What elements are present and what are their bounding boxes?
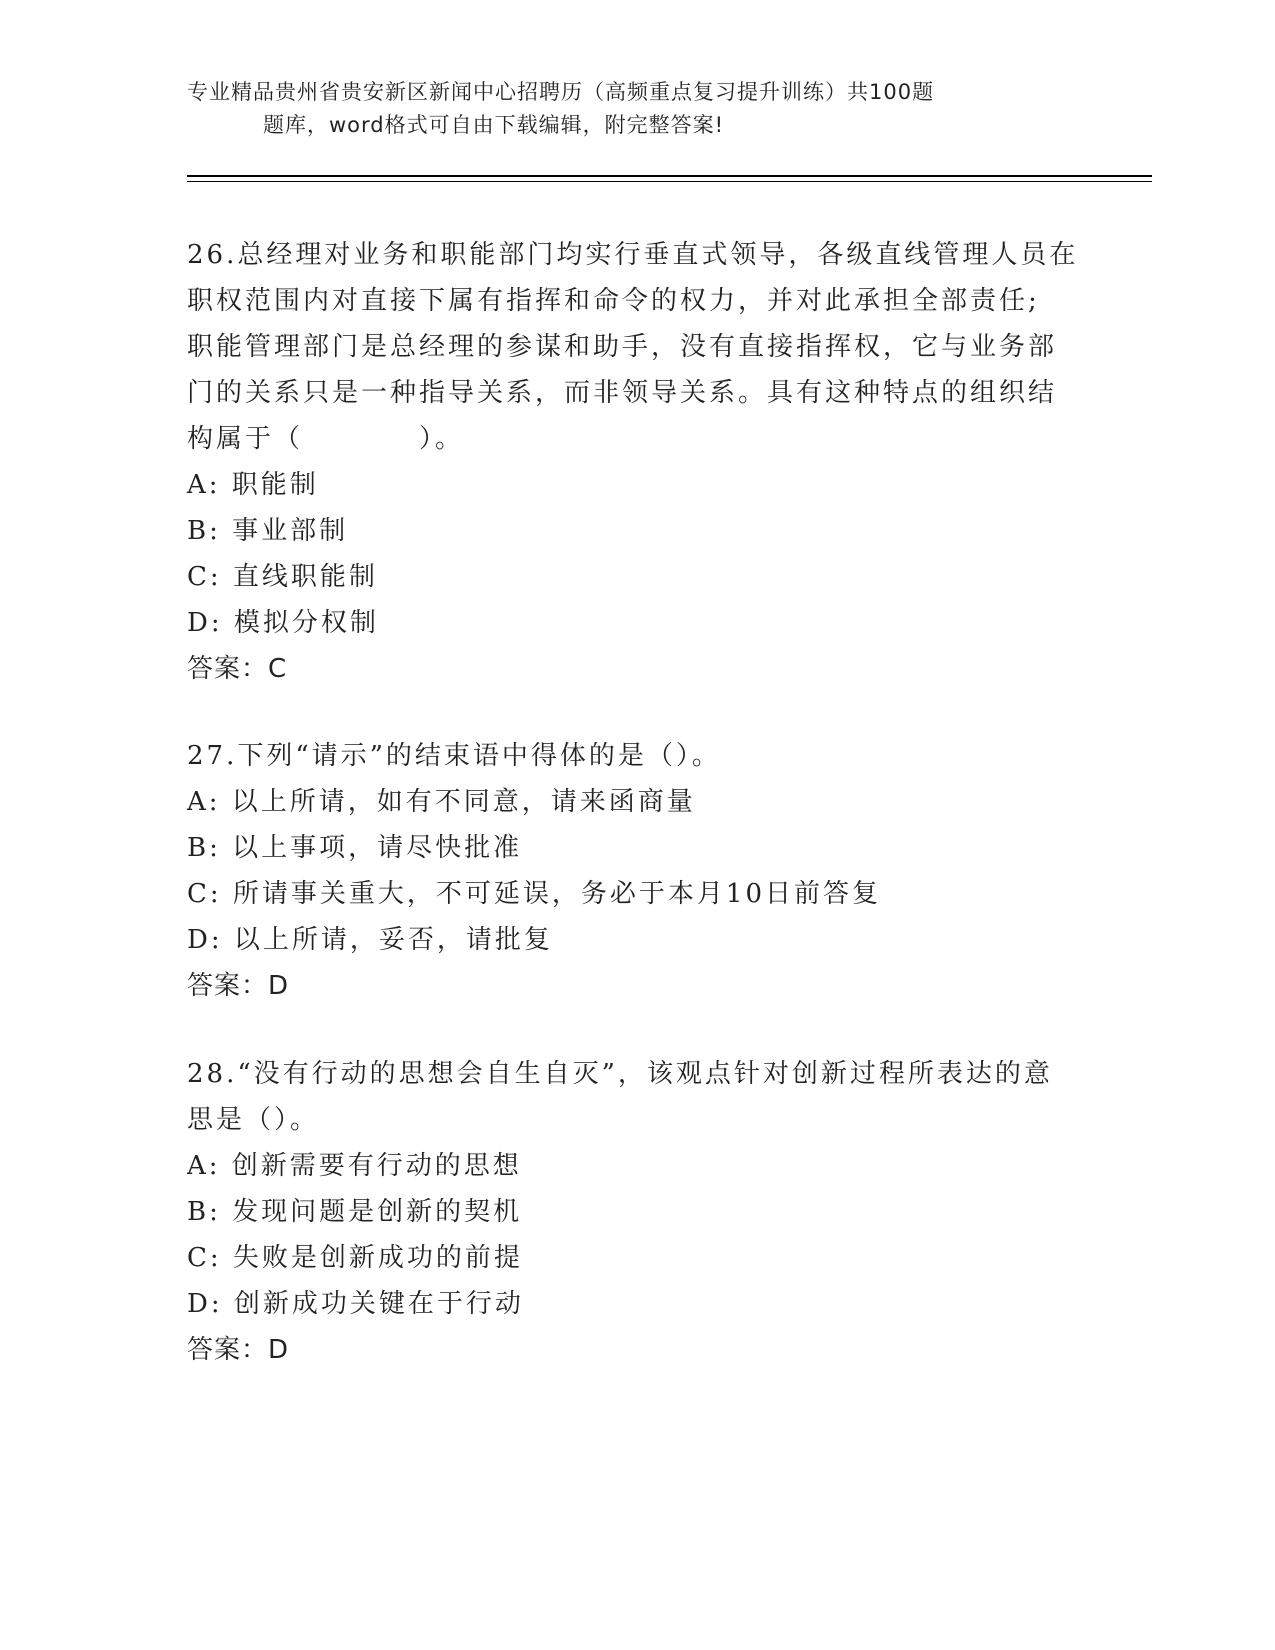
option-d: D: 创新成功关键在于行动 <box>187 1289 524 1319</box>
document-header <box>187 76 1087 142</box>
option-b: B: 发现问题是创新的契机 <box>187 1197 523 1227</box>
question-stem <box>187 733 1087 779</box>
question-stem-line: 构属于（ ）。 <box>187 424 465 454</box>
question-27 <box>187 733 1087 1009</box>
question-stem <box>187 232 1087 462</box>
header-divider-secondary <box>187 181 1152 182</box>
question-stem-line: 职权范围内对直接下属有指挥和命令的权力，并对此承担全部责任; <box>187 286 1040 316</box>
option-d: D: 以上所请，妥否，请批复 <box>187 925 553 955</box>
answer-line: 答案：C <box>187 654 288 684</box>
option-c: C: 所请事关重大，不可延误，务必于本月10日前答复 <box>187 879 882 909</box>
question-28 <box>187 1051 1087 1373</box>
answer-line: 答案：D <box>187 1335 290 1365</box>
question-stem <box>187 1051 1087 1143</box>
answer-line: 答案：D <box>187 971 290 1001</box>
question-stem-line: 门的关系只是一种指导关系，而非领导关系。具有这种特点的组织结 <box>187 378 1058 408</box>
option-a: A: 创新需要有行动的思想 <box>187 1151 522 1181</box>
option-a: A: 职能制 <box>187 470 319 500</box>
option-b: B: 以上事项，请尽快批准 <box>187 833 523 863</box>
question-stem-line: 思是（）。 <box>187 1105 320 1135</box>
header-title-line-1: 专业精品贵州省贵安新区新闻中心招聘历（高频重点复习提升训练）共100题 <box>187 80 935 104</box>
question-stem-line: 26.总经理对业务和职能部门均实行垂直式领导，各级直线管理人员在 <box>187 240 1079 270</box>
header-divider <box>187 175 1152 177</box>
option-c: C: 失败是创新成功的前提 <box>187 1243 523 1273</box>
question-stem-line: 27.下列“请示”的结束语中得体的是（）。 <box>187 741 721 771</box>
option-b: B: 事业部制 <box>187 516 349 546</box>
header-title-line-2: 题库，word格式可自由下载编辑，附完整答案! <box>263 113 725 137</box>
question-stem-line: 28.“没有行动的思想会自生自灭”，该观点针对创新过程所表达的意 <box>187 1059 1053 1089</box>
option-a: A: 以上所请，如有不同意，请来函商量 <box>187 787 696 817</box>
question-stem-line: 职能管理部门是总经理的参谋和助手，没有直接指挥权，它与业务部 <box>187 332 1058 362</box>
option-c: C: 直线职能制 <box>187 562 378 592</box>
question-26 <box>187 232 1087 692</box>
option-d: D: 模拟分权制 <box>187 608 379 638</box>
